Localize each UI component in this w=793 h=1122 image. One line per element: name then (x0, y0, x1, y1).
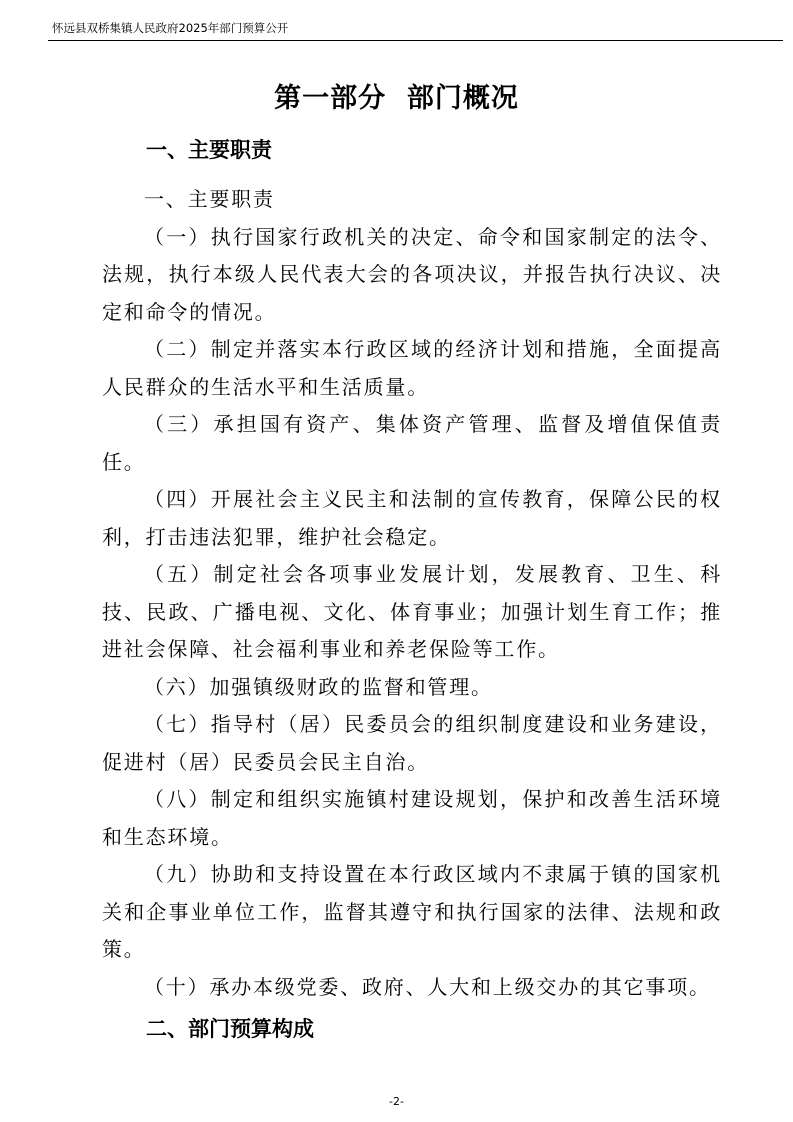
paragraph: （一）执行国家行政机关的决定、命令和国家制定的法令、法规，执行本级人民代表大会的各项决议，并报告执行决议、决定和命令的情况。 (102, 224, 722, 324)
section-heading-budget-composition: 二、部门预算构成 (146, 1017, 314, 1041)
header-divider (48, 40, 783, 41)
paragraph: （五）制定社会各项事业发展计划，发展教育、卫生、科技、民政、广播电视、文化、体育事业；加强计划生育工作；推进社会保障、社会福利事业和养老保险等工作。 (102, 562, 722, 661)
paragraph: （七）指导村（居）民委员会的组织制度建设和业务建设，促进村（居）民委员会民主自治。 (102, 712, 722, 774)
paragraph: （四）开展社会主义民主和法制的宣传教育，保障公民的权利，打击违法犯罪，维护社会稳定。 (102, 487, 722, 549)
paragraph: （十）承办本级党委、政府、人大和上级交办的其它事项。 (144, 974, 711, 999)
paragraph: 一、主要职责 (144, 187, 275, 211)
paragraph: （九）协助和支持设置在本行政区域内不隶属于镇的国家机关和企事业单位工作，监督其遵守和执行国家的法律、法规和政策。 (102, 862, 722, 961)
running-header: 怀远县双桥集镇人民政府2025年部门预算公开 (52, 21, 289, 35)
paragraph: （二）制定并落实本行政区域的经济计划和措施，全面提高人民群众的生活水平和生活质量。 (102, 337, 722, 399)
paragraph: （八）制定和组织实施镇村建设规划，保护和改善生活环境和生态环境。 (102, 787, 722, 849)
paragraph: （三）承担国有资产、集体资产管理、监督及增值保值责任。 (102, 412, 722, 474)
duties-body (102, 181, 722, 1006)
paragraph: （六）加强镇级财政的监督和管理。 (144, 674, 493, 699)
page-title: 第一部分 部门概况 (274, 83, 519, 114)
page-number: -2- (389, 1095, 404, 1108)
section-heading-duties: 一、主要职责 (146, 138, 272, 162)
